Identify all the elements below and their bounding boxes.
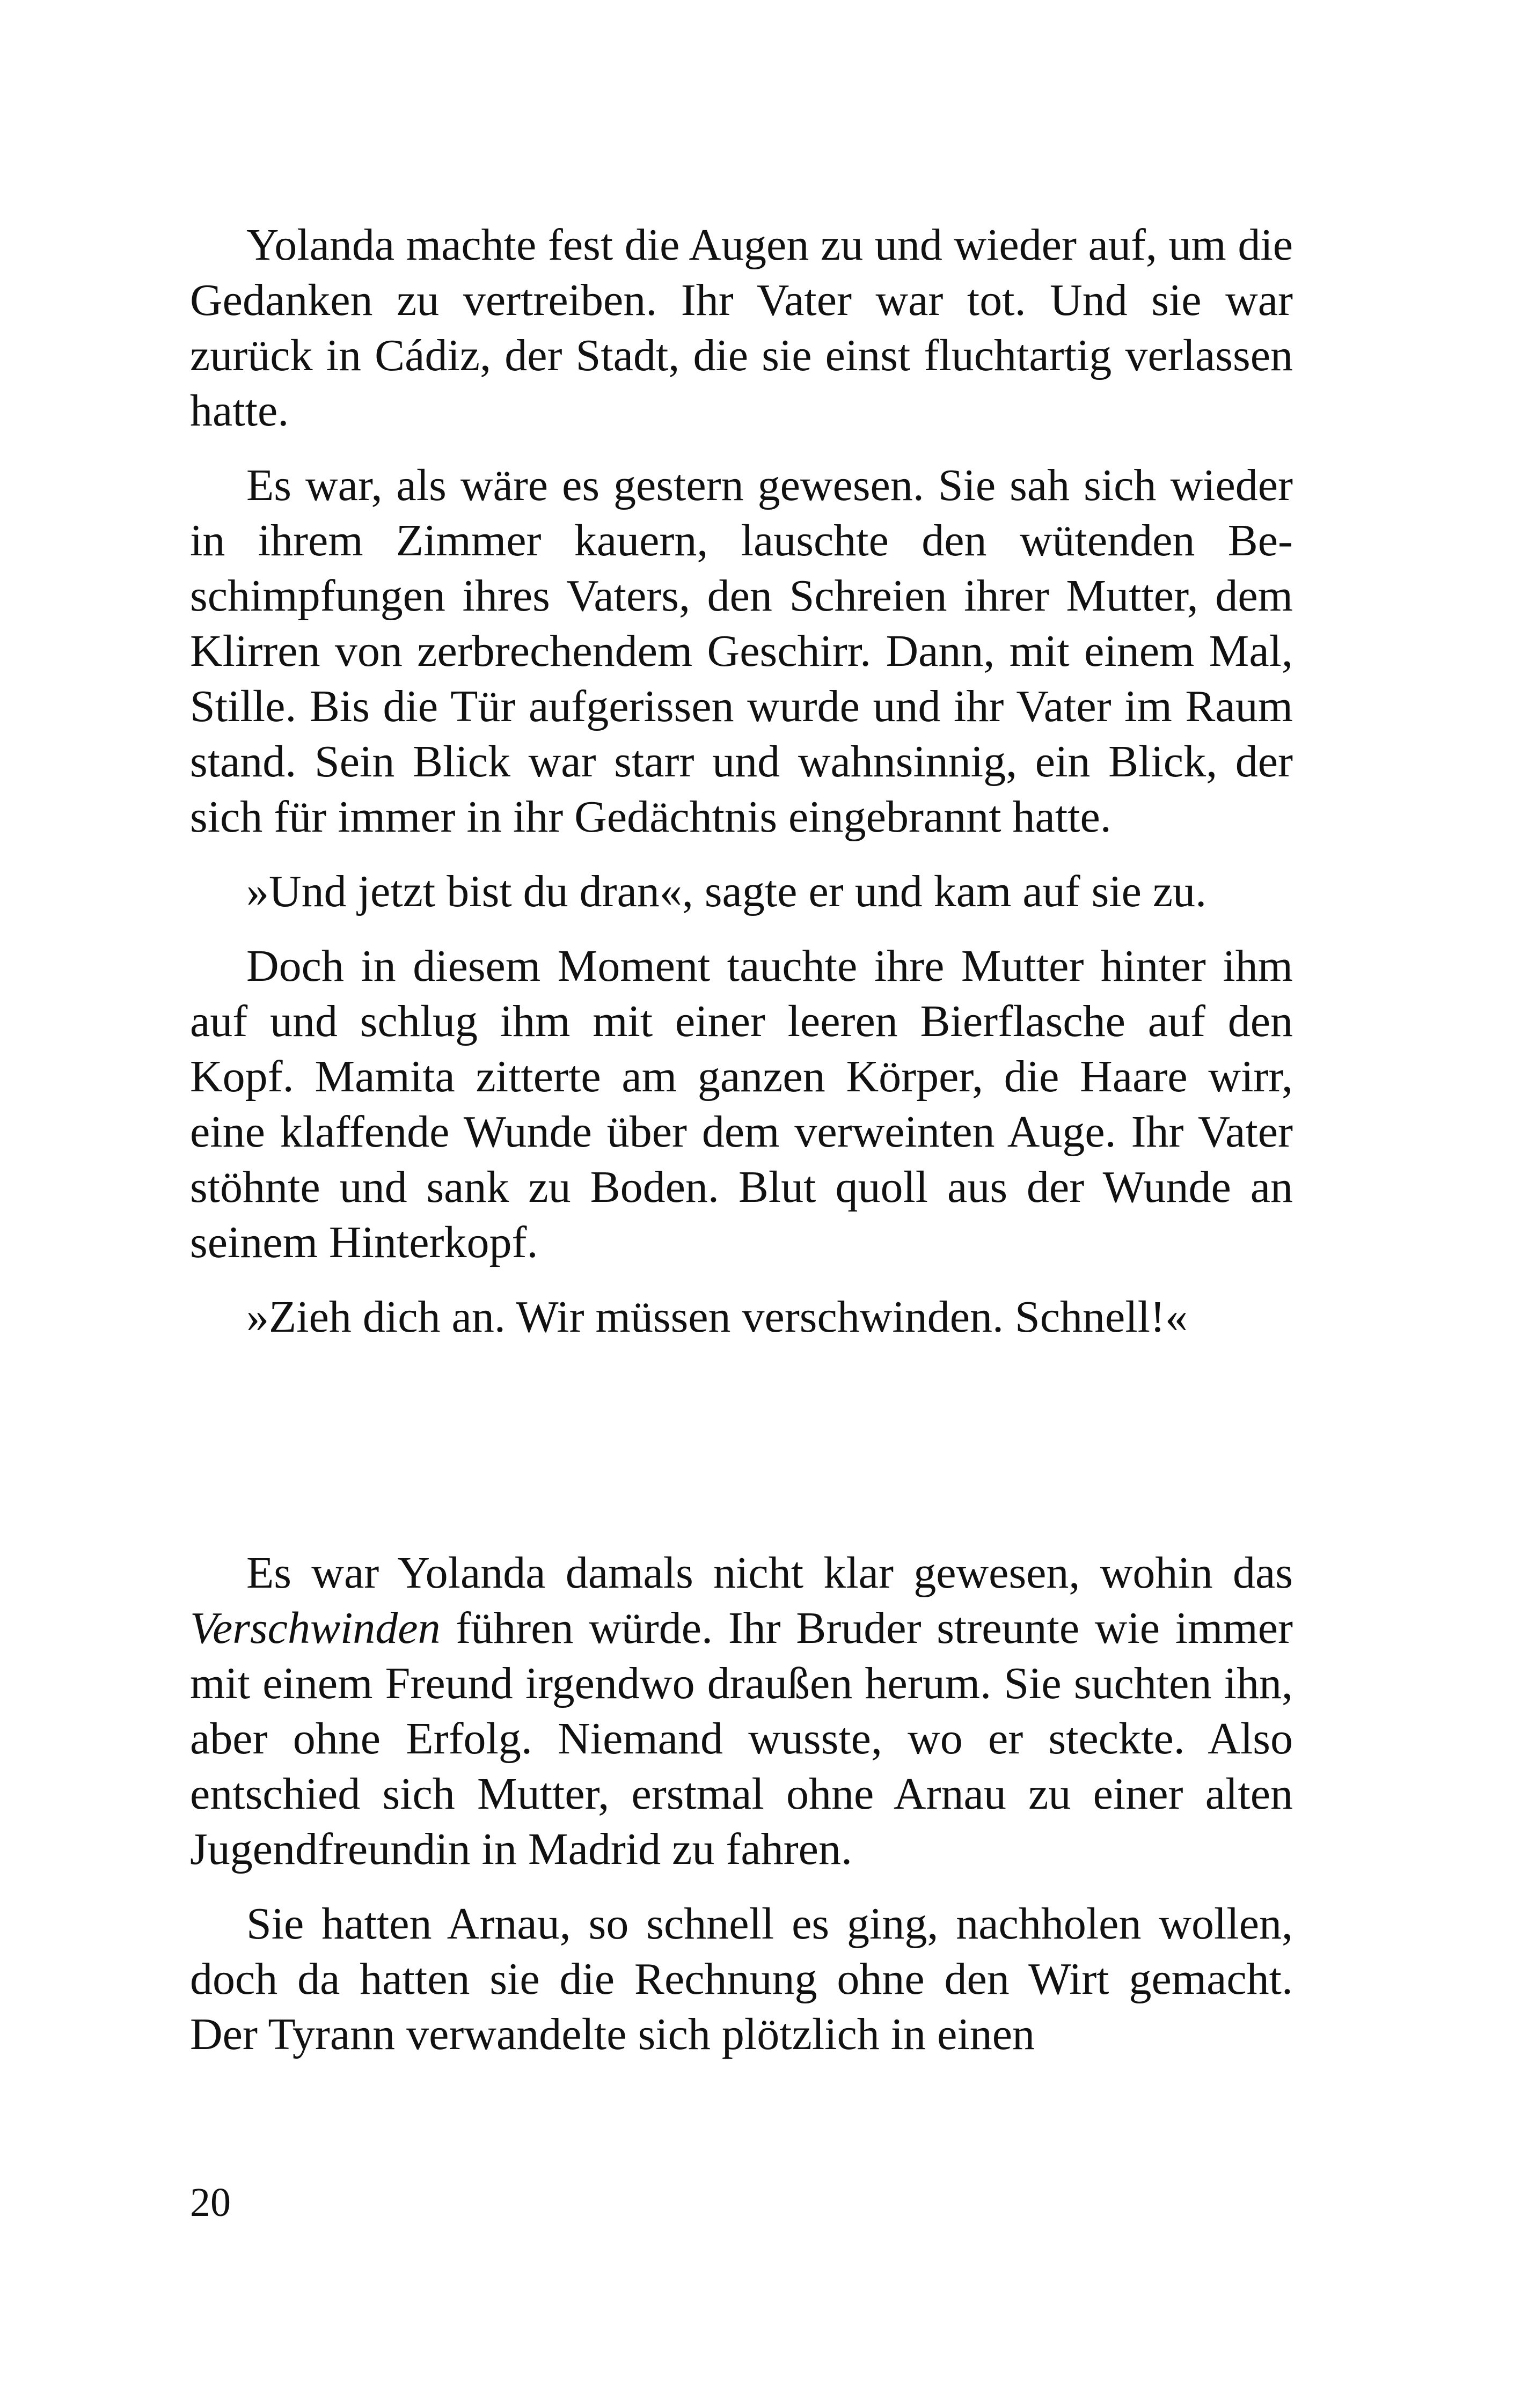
paragraph (190, 1545, 1293, 1877)
paragraph: Yolanda machte fest die Augen zu und wieder auf, um die Gedanken zu vertreiben. Ihr Vater war tot. Und sie war zurück in Cádiz, der Stadt, die sie einst fluchtartig verlassen hatte. (190, 220, 1293, 436)
paragraph-text: führen würde. Ihr Bruder streunte wie immer mit einem Freund irgendwo draußen herum. Sie suchten ihn, aber ohne Erfolg. Niemand wusste, wo er steckte. Also entschied sich Mutter, erstmal ohne Arnau zu einer alten Jugendfreundin in Madrid zu fahren. (190, 1603, 1293, 1874)
text-section-2 (190, 1545, 1293, 2062)
paragraph-text: Es war Yolanda damals nicht klar gewesen, wohin das (246, 1548, 1293, 1598)
paragraph: Sie hatten Arnau, so schnell es ging, nachholen wollen, doch da hatten sie die Rechnung ohne den Wirt gemacht. Der Tyrann verwandelte sich plötzlich in einen (190, 1899, 1293, 2059)
dialogue-paragraph: »Und jetzt bist du dran«, sagte er und kam auf sie zu. (246, 867, 1207, 916)
italic-word: Verschwinden (190, 1603, 441, 1653)
paragraph: Doch in diesem Moment tauchte ihre Mutter hinter ihm auf und schlug ihm mit einer leeren Bierflasche auf den Kopf. Mamita zitterte am ganzen Körper, die Haare wirr, eine klaffende Wunde über dem verweinten Auge. Ihr Vater stöhnte und sank zu Boden. Blut quoll aus der Wunde an seinem Hinterkopf. (190, 941, 1293, 1267)
paragraph: Es war, als wäre es gestern gewesen. Sie sah sich wieder in ihrem Zimmer kauern, lauschte den wütenden Beschimpfungen ihres Vaters, den Schreien ihrer Mutter, dem Klirren von zerbrechendem Geschirr. Dann, mit einem Mal, Stille. Bis die Tür aufgerissen wurde und ihr Vater im Raum stand. Sein Blick war starr und wahnsinnig, ein Blick, der sich für immer in ihr Gedächtnis eingebrannt hatte. (190, 460, 1293, 842)
page-number: 20 (190, 2180, 231, 2225)
text-section-1 (190, 217, 1293, 1345)
dialogue-paragraph: »Zieh dich an. Wir müssen verschwinden. Schnell!« (246, 1292, 1188, 1342)
